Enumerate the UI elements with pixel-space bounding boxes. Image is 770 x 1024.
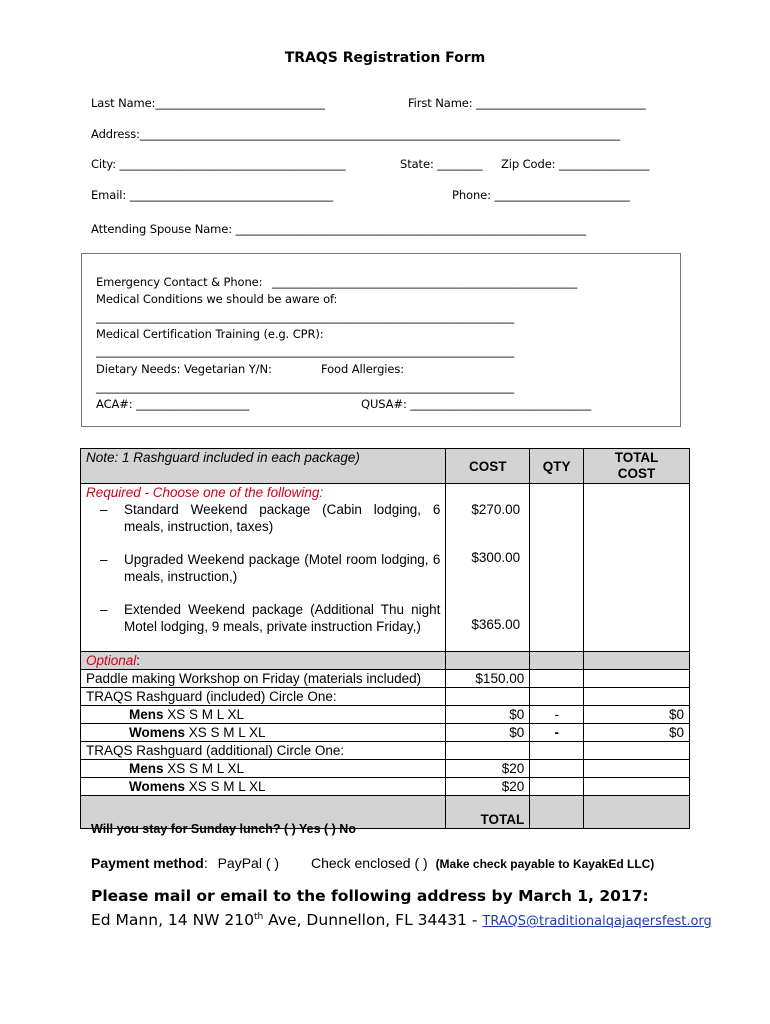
additional-womens-sizes[interactable] [81,778,446,796]
col-total-header-text: TOTAL COST [614,450,659,481]
payment-method-label: Payment method [91,855,204,871]
phone-field[interactable]: Phone: ________________________ [452,188,631,202]
package-extended[interactable] [100,601,440,635]
page-title: TRAQS Registration Form [284,50,486,66]
mens-sizes: XS S M L XL [163,707,245,722]
additional-womens-cost: $20 [446,778,530,796]
qusa-field[interactable]: QUSA#: ________________________________ [361,397,592,411]
first-name-field[interactable]: First Name: ______________________________ [408,96,646,110]
included-mens-qty: - [530,706,584,724]
womens-sizes: XS S M L XL [185,725,266,740]
additional-mens-qty[interactable] [530,760,584,778]
pricing-table [80,448,690,829]
food-allergies-field[interactable]: __________________________________________________________________________ [96,380,515,394]
additional-mens-sizes[interactable] [81,760,446,778]
mens-sizes: XS S M L XL [163,761,245,776]
address-part: Ed Mann, 14 NW 210 [91,911,255,929]
last-name-field[interactable]: Last Name:______________________________ [91,96,325,110]
city-field[interactable]: City: ________________________________________ [91,157,346,171]
additional-mens-total[interactable] [584,760,690,778]
payment-colon: : [203,855,208,871]
package-upgraded-cost: $300.00 [471,550,521,565]
mens-label: Mens [129,707,164,722]
col-total-header [584,449,690,484]
paypal-option[interactable]: PayPal ( ) [217,855,280,871]
package-extended-cost: $365.00 [471,617,521,632]
required-label: Required - Choose one of the following: [86,485,324,500]
included-mens-total: $0 [584,706,690,724]
state-field[interactable]: State: ________ [400,157,483,171]
package-dash: – [100,602,108,617]
included-womens-qty: - [530,724,584,742]
package-text: Standard Weekend package (Cabin lodging, 6 meals, instruction, taxes) [124,502,441,534]
womens-sizes: XS S M L XL [185,779,266,794]
zip-field[interactable]: Zip Code: ________________ [501,157,650,171]
address-part: Ave, Dunnellon, FL 34431 - [263,911,483,929]
package-dash: – [100,502,108,517]
included-womens-total: $0 [584,724,690,742]
womens-label: Womens [129,725,186,740]
package-standard-cost: $270.00 [471,502,521,517]
paddle-total-cell[interactable] [584,670,690,688]
check-payable-note: (Make check payable to KayakEd LLC) [435,857,655,871]
paddle-workshop-label: Paddle making Workshop on Friday (materials included) [81,670,446,688]
paddle-workshop-cost: $150.00 [446,670,530,688]
package-upgraded[interactable] [100,551,440,585]
email-field[interactable]: Email: ____________________________________ [91,188,334,202]
paddle-qty-cell[interactable] [530,670,584,688]
emergency-contact-field[interactable]: ______________________________________________________ [272,275,578,289]
total-label: TOTAL [446,796,530,829]
food-allergies-label: Food Allergies: [321,362,405,376]
optional-colon: : [136,653,141,668]
col-cost-header: COST [446,449,530,484]
spouse-field[interactable]: Attending Spouse Name: ______________________________________________________________ [91,222,586,236]
mail-address [91,911,712,929]
medical-conditions-field[interactable]: __________________________________________________________________________ [96,310,515,324]
womens-label: Womens [129,779,186,794]
additional-womens-total[interactable] [584,778,690,796]
included-mens-sizes[interactable] [81,706,446,724]
dietary-needs-field[interactable]: Dietary Needs: Vegetarian Y/N: [96,362,272,376]
package-text: Upgraded Weekend package (Motel room lodging, 6 meals, instruction,) [124,552,441,584]
rashguard-additional-label: TRAQS Rashguard (additional) Circle One: [81,742,446,760]
mens-label: Mens [129,761,164,776]
package-qty-cell[interactable] [530,484,584,652]
additional-womens-qty[interactable] [530,778,584,796]
email-link[interactable]: TRAQS@traditionalqajaqersfest.org [482,914,712,929]
check-option[interactable]: Check enclosed ( ) [310,855,428,871]
payment-method-row [91,855,654,871]
additional-mens-cost: $20 [446,760,530,778]
package-text: Extended Weekend package (Additional Thu night Motel lodging, 9 meals, private instruction Friday,) [124,602,441,634]
rashguard-note: Note: 1 Rashguard included in each package) [81,449,446,484]
included-womens-sizes[interactable] [81,724,446,742]
mail-heading: Please mail or email to the following address by March 1, 2017: [91,887,649,905]
included-mens-cost: $0 [446,706,530,724]
address-field[interactable]: Address:_____________________________________________________________________________________ [91,127,621,141]
cert-training-field[interactable]: __________________________________________________________________________ [96,344,515,358]
medical-conditions-label: Medical Conditions we should be aware of: [96,292,338,306]
package-total-cell[interactable] [584,484,690,652]
cert-training-label: Medical Certification Training (e.g. CPR): [96,327,324,341]
emergency-contact-label: Emergency Contact & Phone: [96,275,263,289]
included-womens-cost: $0 [446,724,530,742]
rashguard-included-label: TRAQS Rashguard (included) Circle One: [81,688,446,706]
address-superscript: th [254,911,264,922]
aca-field[interactable]: ACA#: ____________________ [96,397,250,411]
package-standard[interactable] [100,501,440,535]
grand-total-cell[interactable] [584,796,690,829]
sunday-lunch-question[interactable]: Will you stay for Sunday lunch? ( ) Yes ( ) No [91,822,356,836]
package-dash: – [100,552,108,567]
optional-label: Optional [86,653,137,668]
col-qty-header: QTY [530,449,584,484]
